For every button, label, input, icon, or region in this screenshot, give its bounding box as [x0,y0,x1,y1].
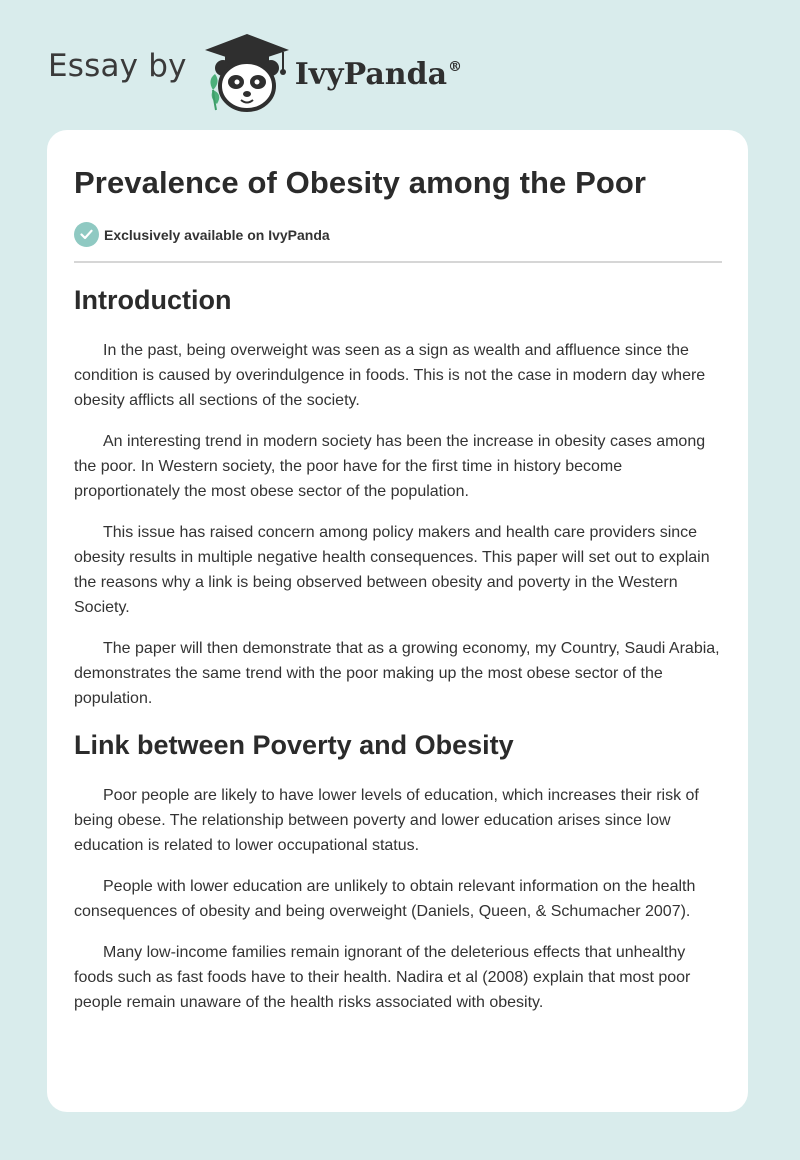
paragraph: Many low-income families remain ignorant of the deleterious effects that unhealthy foods such as fast foods have to their health. Nadira et al (2008) explain that most poor people remain unaware of the health risks associated with obesity. [74,944,691,1011]
paragraph: Poor people are likely to have lower levels of education, which increases their risk of being obese. The relationship between poverty and lower education arises since low education is related to lower occupational status. [74,787,699,854]
section-heading: Link between Poverty and Obesity [74,730,514,760]
exclusive-badge [74,222,330,247]
paragraph: In the past, being overweight was seen as a sign as wealth and affluence since the condition is caused by overindulgence in foods. This is not the case in modern day where obesity afflicts all sections of the society. [74,342,706,409]
essay-body [74,282,722,1031]
brand-text: IvyPanda [294,56,448,92]
essay-by-label: Essay by [48,48,187,84]
essay-title: Prevalence of Obesity among the Poor [74,165,647,200]
check-icon [74,222,99,247]
site-header [48,30,462,114]
section-link-poverty-obesity [74,727,722,1015]
trademark-symbol: ® [448,58,463,75]
panda-graduate-logo-icon[interactable] [203,30,291,114]
essay-card [47,130,748,1112]
paragraph: The paper will then demonstrate that as a growing economy, my Country, Saudi Arabia, demonstrates the same trend with the poor making up the most obese sector of the population. [74,640,720,707]
exclusive-badge-text: Exclusively available on IvyPanda [104,226,330,243]
title-divider [74,261,722,263]
section-introduction [74,282,722,711]
paragraph: This issue has raised concern among policy makers and health care providers since obesity results in multiple negative health consequences. This paper will set out to explain the reasons why a link is being observed between obesity and poverty in the Western Society. [74,524,710,616]
section-heading: Introduction [74,285,232,315]
paragraph: People with lower education are unlikely to obtain relevant information on the health consequences of obesity and being overweight (Daniels, Queen, & Schumacher 2007). [74,878,696,920]
paragraph: An interesting trend in modern society has been the increase in obesity cases among the poor. In Western society, the poor have for the first time in history become proportionately the most obese sector of the population. [74,433,706,500]
brand-name[interactable] [295,57,462,92]
